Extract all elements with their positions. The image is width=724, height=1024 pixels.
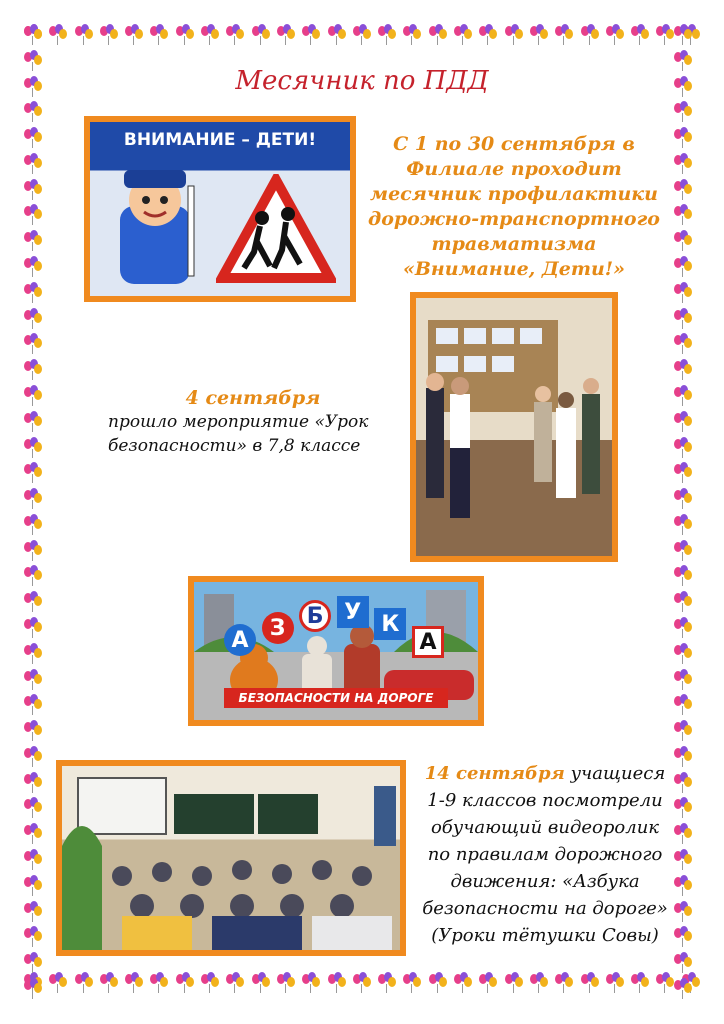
balloon-icon — [429, 24, 447, 46]
balloon-icon — [24, 875, 42, 897]
balloon-icon — [75, 972, 93, 994]
abc-letter: У — [337, 596, 369, 628]
balloon-icon — [226, 972, 244, 994]
border-top — [24, 24, 700, 50]
balloon-icon — [674, 694, 692, 716]
balloon-icon — [631, 24, 649, 46]
balloon-icon — [674, 746, 692, 768]
balloon-icon — [674, 514, 692, 536]
balloon-icon — [674, 101, 692, 123]
balloon-icon — [24, 308, 42, 330]
balloon-icon — [454, 972, 472, 994]
balloon-icon — [674, 333, 692, 355]
balloon-icon — [24, 462, 42, 484]
balloon-icon — [201, 24, 219, 46]
balloon-icon — [24, 772, 42, 794]
balloon-icon — [24, 978, 42, 1000]
balloon-icon — [606, 972, 624, 994]
balloon-icon — [24, 333, 42, 355]
balloon-icon — [75, 24, 93, 46]
balloon-icon — [674, 797, 692, 819]
balloon-icon — [24, 901, 42, 923]
balloon-icon — [674, 617, 692, 639]
intro-text: С 1 по 30 сентября в Филиале проходит месячник профилактики дорожно-транспортного травматизма «Внимание, Дети!» — [368, 133, 660, 280]
balloon-icon — [24, 849, 42, 871]
balloon-icon — [606, 24, 624, 46]
balloon-icon — [530, 972, 548, 994]
balloon-icon — [674, 488, 692, 510]
balloon-icon — [581, 24, 599, 46]
balloon-icon — [24, 385, 42, 407]
balloon-icon — [403, 24, 421, 46]
abc-letter: А — [412, 626, 444, 658]
balloon-icon — [24, 437, 42, 459]
abc-letter: К — [374, 608, 406, 640]
balloon-icon — [674, 204, 692, 226]
balloon-icon — [24, 256, 42, 278]
balloon-icon — [150, 972, 168, 994]
balloon-icon — [100, 972, 118, 994]
balloon-icon — [674, 540, 692, 562]
balloon-icon — [24, 823, 42, 845]
balloon-icon — [674, 849, 692, 871]
balloon-icon — [150, 24, 168, 46]
balloon-icon — [674, 952, 692, 974]
abc-safety-poster-image — [188, 576, 484, 726]
classroom-photo — [56, 760, 406, 956]
balloon-icon — [674, 153, 692, 175]
balloon-icon — [328, 972, 346, 994]
event-1-date: 4 сентября — [185, 387, 321, 409]
classroom-video-photo-icon — [62, 766, 400, 950]
balloon-icon — [24, 591, 42, 613]
balloon-icon — [125, 24, 143, 46]
balloon-icon — [24, 643, 42, 665]
balloon-icon — [674, 385, 692, 407]
balloon-icon — [24, 746, 42, 768]
event-2-date: 14 сентября — [424, 763, 565, 784]
balloon-icon — [24, 153, 42, 175]
balloon-icon — [479, 24, 497, 46]
balloon-icon — [674, 565, 692, 587]
abc-letter: Б — [299, 600, 331, 632]
balloon-icon — [277, 24, 295, 46]
balloon-icon — [674, 179, 692, 201]
balloon-icon — [100, 24, 118, 46]
cartoon-policeman-icon — [100, 166, 210, 286]
balloon-icon — [24, 617, 42, 639]
warning-poster-image — [84, 116, 356, 302]
balloon-icon — [24, 359, 42, 381]
balloon-icon — [24, 24, 42, 46]
balloon-icon — [24, 204, 42, 226]
balloon-icon — [530, 24, 548, 46]
balloon-icon — [674, 669, 692, 691]
event-2 — [420, 760, 670, 949]
balloon-icon — [674, 926, 692, 948]
balloon-icon — [674, 462, 692, 484]
abc-letter: А — [224, 624, 256, 656]
balloon-icon — [24, 694, 42, 716]
balloon-icon — [674, 591, 692, 613]
balloon-icon — [125, 972, 143, 994]
poster-banner: ВНИМАНИЕ – ДЕТИ! — [123, 130, 317, 150]
border-right — [674, 24, 700, 1000]
balloon-icon — [674, 127, 692, 149]
border-left — [24, 24, 50, 1000]
balloon-icon — [24, 540, 42, 562]
balloon-icon — [674, 978, 692, 1000]
balloon-icon — [674, 901, 692, 923]
event-2-text: учащиеся 1-9 классов посмотрели обучающий видеоролик по правилам дорожного движения: «Азбука безопасности на дороге» (Уроки тётушки Совы) — [422, 763, 668, 946]
balloon-icon — [49, 972, 67, 994]
balloon-icon — [674, 282, 692, 304]
balloon-icon — [674, 772, 692, 794]
balloon-icon — [252, 24, 270, 46]
balloon-icon — [24, 411, 42, 433]
balloon-icon — [505, 24, 523, 46]
balloon-icon — [479, 972, 497, 994]
balloon-icon — [24, 179, 42, 201]
balloon-icon — [24, 127, 42, 149]
balloon-icon — [674, 230, 692, 252]
event-1-text: прошло мероприятие «Урок безопасности» в 7,8 классе — [108, 412, 369, 456]
balloon-icon — [656, 24, 674, 46]
balloon-icon — [176, 24, 194, 46]
balloon-icon — [674, 24, 692, 46]
balloon-icon — [49, 24, 67, 46]
balloon-icon — [505, 972, 523, 994]
balloon-icon — [24, 926, 42, 948]
balloon-icon — [353, 24, 371, 46]
balloon-icon — [24, 565, 42, 587]
balloon-icon — [555, 24, 573, 46]
balloon-icon — [24, 101, 42, 123]
balloon-icon — [24, 669, 42, 691]
balloon-icon — [581, 972, 599, 994]
balloon-icon — [24, 797, 42, 819]
balloon-icon — [656, 972, 674, 994]
page-title: Месячник по ПДД — [235, 66, 489, 96]
balloon-icon — [674, 437, 692, 459]
balloon-icon — [674, 256, 692, 278]
border-bottom — [24, 972, 700, 998]
balloon-icon — [674, 875, 692, 897]
abc-letter: З — [262, 612, 294, 644]
balloon-icon — [674, 643, 692, 665]
balloon-icon — [429, 972, 447, 994]
lesson-photo — [410, 292, 618, 562]
warning-triangle-icon — [216, 174, 336, 284]
balloon-icon — [252, 972, 270, 994]
balloon-icon — [24, 952, 42, 974]
balloon-icon — [201, 972, 219, 994]
balloon-icon — [674, 359, 692, 381]
balloon-icon — [555, 972, 573, 994]
balloon-icon — [353, 972, 371, 994]
balloon-icon — [302, 24, 320, 46]
balloon-icon — [277, 972, 295, 994]
balloon-icon — [24, 282, 42, 304]
balloon-icon — [674, 308, 692, 330]
balloon-icon — [24, 720, 42, 742]
balloon-icon — [674, 823, 692, 845]
event-1 — [108, 386, 398, 458]
balloon-icon — [674, 720, 692, 742]
balloon-icon — [403, 972, 421, 994]
balloon-icon — [226, 24, 244, 46]
balloon-icon — [674, 411, 692, 433]
balloon-icon — [302, 972, 320, 994]
balloon-icon — [328, 24, 346, 46]
balloon-icon — [631, 972, 649, 994]
balloon-icon — [24, 488, 42, 510]
balloon-icon — [378, 972, 396, 994]
abc-letters — [224, 596, 444, 658]
balloon-icon — [378, 24, 396, 46]
abc-caption: БЕЗОПАСНОСТИ НА ДОРОГЕ — [224, 688, 448, 708]
balloon-icon — [176, 972, 194, 994]
balloon-icon — [24, 514, 42, 536]
balloon-icon — [454, 24, 472, 46]
students-stand-photo-icon — [416, 298, 612, 556]
balloon-icon — [24, 230, 42, 252]
